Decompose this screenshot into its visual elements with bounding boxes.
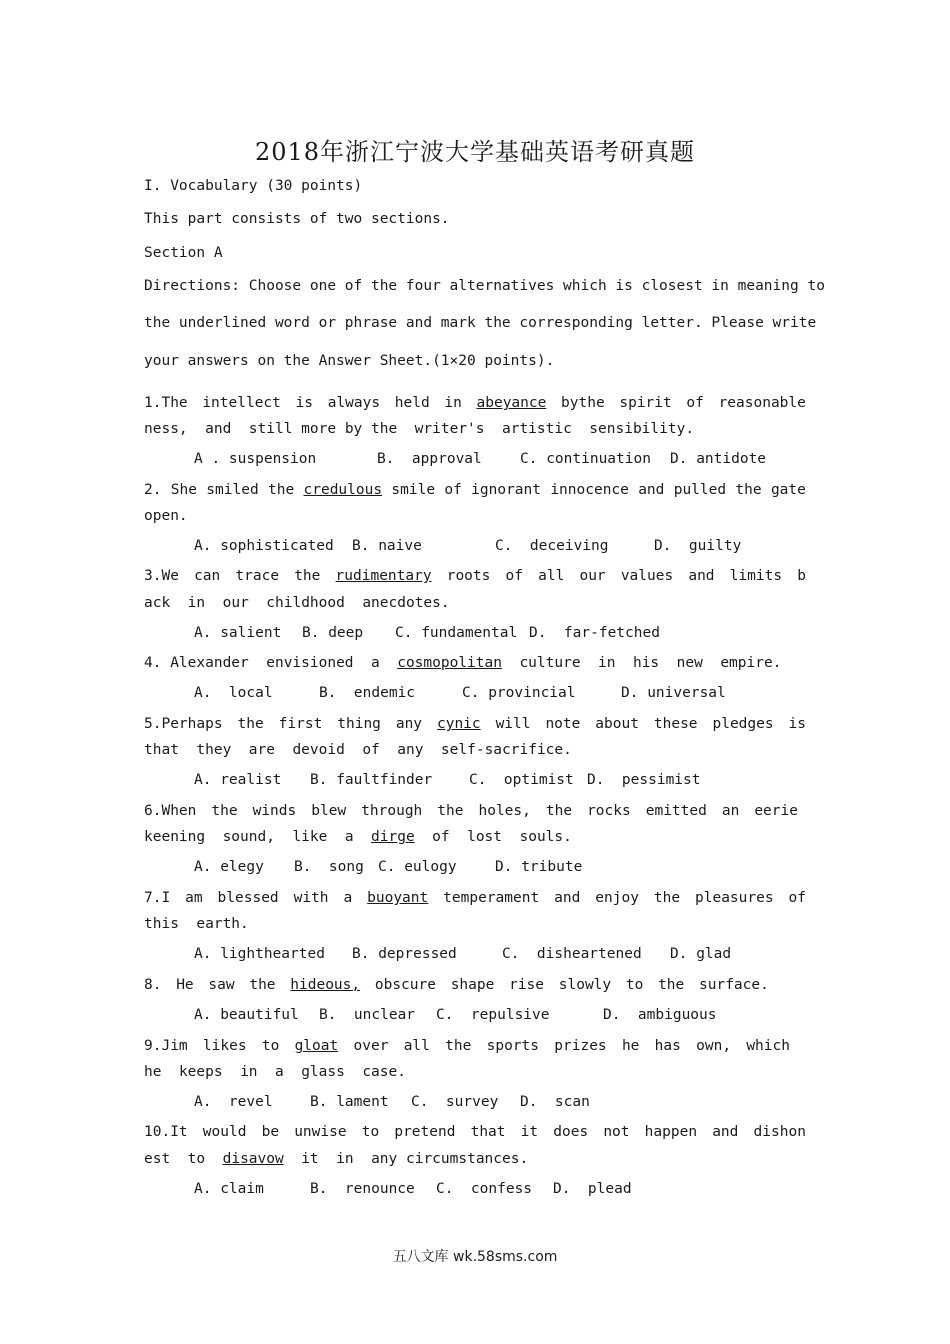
- word: with: [293, 890, 329, 906]
- word: any: [395, 716, 423, 732]
- word: winds: [252, 803, 297, 819]
- question-7-line-1: [144, 890, 806, 906]
- word: 8.: [144, 977, 162, 993]
- word: of: [505, 568, 523, 584]
- word: devoid: [292, 742, 345, 758]
- word: not: [603, 1124, 630, 1140]
- question-2-line-1: [144, 482, 806, 498]
- target-word: cynic: [436, 716, 481, 732]
- word: of: [788, 890, 806, 906]
- word: 1.The: [144, 395, 188, 411]
- option-c: C. fundamental: [395, 625, 518, 641]
- question-1-options: [194, 451, 766, 467]
- word: and: [638, 482, 665, 498]
- word: own,: [696, 1038, 732, 1054]
- word: keeps: [178, 1064, 223, 1080]
- word: all: [403, 1038, 430, 1054]
- question-2-line-2: open.: [144, 508, 188, 524]
- word: slowly: [558, 977, 612, 993]
- word: 5.Perhaps: [144, 716, 223, 732]
- word: the: [653, 890, 681, 906]
- option-d: D. universal: [621, 685, 726, 701]
- question-8-options: [194, 1007, 717, 1023]
- word: 10.It: [144, 1124, 188, 1140]
- word: 9.Jim: [144, 1038, 188, 1054]
- option-d: D. far-fetched: [529, 625, 660, 641]
- word: blew: [311, 803, 347, 819]
- word: childhood: [266, 595, 345, 611]
- word: writer's: [414, 421, 485, 437]
- word: over: [353, 1038, 389, 1054]
- option-b: B. naive: [352, 538, 422, 554]
- word: She: [170, 482, 197, 498]
- word: the: [735, 482, 762, 498]
- word: in: [336, 1151, 354, 1167]
- word: he: [621, 1038, 640, 1054]
- word: he: [144, 1064, 162, 1080]
- word: our: [222, 595, 249, 611]
- option-a: A. local: [194, 685, 273, 701]
- option-b: B. approval: [377, 451, 482, 467]
- word: any circumstances.: [371, 1151, 529, 1167]
- word: these: [653, 716, 698, 732]
- word: the: [445, 1038, 472, 1054]
- word: of: [686, 395, 704, 411]
- target-word: cosmopolitan: [397, 655, 502, 671]
- word: all: [538, 568, 565, 584]
- word: the: [237, 716, 264, 732]
- word: sensibility.: [589, 421, 695, 437]
- word: in: [598, 655, 616, 671]
- word: blessed: [217, 890, 279, 906]
- word: still more by the: [248, 421, 398, 437]
- option-b: B. lament: [310, 1094, 389, 1110]
- word: empire.: [720, 655, 782, 671]
- word: that: [144, 742, 179, 758]
- word: pledges: [712, 716, 774, 732]
- word: temperament: [443, 890, 540, 906]
- word: saw: [208, 977, 235, 993]
- word: pretend: [394, 1124, 456, 1140]
- word: happen: [644, 1124, 698, 1140]
- word: would: [202, 1124, 247, 1140]
- question-4-line-1: [144, 655, 781, 671]
- word: reasonable: [718, 395, 806, 411]
- word: intellect: [202, 395, 281, 411]
- option-d: D. guilty: [654, 538, 742, 554]
- question-6-line-1: [144, 803, 798, 819]
- part-intro: This part consists of two sections.: [144, 211, 450, 227]
- word: obscure: [374, 977, 436, 993]
- word: does: [553, 1124, 589, 1140]
- word: about: [595, 716, 639, 732]
- option-b: B. endemic: [319, 685, 416, 701]
- word: a: [344, 829, 354, 845]
- word: an: [721, 803, 740, 819]
- option-a: A. revel: [194, 1094, 273, 1110]
- option-c: C. confess: [436, 1181, 533, 1197]
- word: which: [746, 1038, 790, 1054]
- word: it: [301, 1151, 319, 1167]
- word: that: [470, 1124, 506, 1140]
- word: likes: [202, 1038, 247, 1054]
- question-2-options: [194, 538, 741, 554]
- word: sports: [486, 1038, 540, 1054]
- word: holes,: [478, 803, 531, 819]
- option-c: C. survey: [411, 1094, 499, 1110]
- word: emitted: [645, 803, 707, 819]
- word: ignorant: [471, 482, 541, 498]
- word: dishon: [753, 1124, 806, 1140]
- question-7-options: [194, 946, 731, 962]
- word: bythe: [561, 395, 605, 411]
- word: the: [545, 803, 573, 819]
- word: a: [275, 1064, 284, 1080]
- word: ness,: [144, 421, 188, 437]
- word: values: [620, 568, 674, 584]
- directions-line: the underlined word or phrase and mark the corresponding letter. Please write: [144, 315, 817, 331]
- target-word: credulous: [303, 482, 383, 498]
- word: glass: [301, 1064, 345, 1080]
- question-7-line-2: [144, 916, 249, 932]
- part-heading: I. Vocabulary (30 points): [144, 178, 363, 194]
- word: shape: [450, 977, 495, 993]
- question-9-line-1: [144, 1038, 790, 1054]
- word: He: [176, 977, 194, 993]
- word: new: [676, 655, 703, 671]
- option-d: D. pessimist: [587, 772, 701, 788]
- option-a: A. claim: [194, 1181, 264, 1197]
- word: they: [196, 742, 232, 758]
- word: through: [361, 803, 423, 819]
- option-b: B. unclear: [319, 1007, 416, 1023]
- word: earth.: [196, 916, 249, 932]
- word: always: [327, 395, 381, 411]
- word: and: [688, 568, 715, 584]
- word: artistic: [501, 421, 572, 437]
- word: and: [554, 890, 581, 906]
- section-label: Section A: [144, 245, 223, 261]
- question-5-line-1: [144, 716, 806, 732]
- question-5-line-2: [144, 742, 572, 758]
- word: culture: [519, 655, 581, 671]
- word: of: [444, 482, 462, 498]
- word: am: [185, 890, 203, 906]
- word: rise: [509, 977, 545, 993]
- word: b: [797, 568, 806, 584]
- word: the: [437, 803, 464, 819]
- option-c: C. optimist: [469, 772, 574, 788]
- target-word: abeyance: [476, 395, 547, 411]
- word: in: [444, 395, 462, 411]
- word: sound,: [222, 829, 275, 845]
- option-a: A. realist: [194, 772, 282, 788]
- word: be: [261, 1124, 280, 1140]
- word: 2.: [144, 482, 162, 498]
- word: and: [712, 1124, 739, 1140]
- question-10-line-2: [144, 1151, 528, 1167]
- word: in: [240, 1064, 258, 1080]
- target-word: dirge: [371, 829, 415, 845]
- word: of: [432, 829, 450, 845]
- word: limits: [729, 568, 783, 584]
- question-4-options: [194, 685, 726, 701]
- option-c: C. continuation: [520, 451, 651, 467]
- word: is: [788, 716, 806, 732]
- option-c: C. disheartened: [502, 946, 642, 962]
- word: rocks: [587, 803, 631, 819]
- word: pulled: [673, 482, 727, 498]
- option-a: A . suspension: [194, 451, 317, 467]
- directions-line: your answers on the Answer Sheet.(1×20 points).: [144, 353, 555, 369]
- target-word: rudimentary: [335, 568, 432, 584]
- word: will: [495, 716, 531, 732]
- word: ack: [144, 595, 171, 611]
- word: lost: [467, 829, 503, 845]
- option-c: C. eulogy: [378, 859, 457, 875]
- option-a: A. salient: [194, 625, 282, 641]
- option-b: B. renounce: [310, 1181, 415, 1197]
- option-a: A. elegy: [194, 859, 264, 875]
- word: surface.: [699, 977, 769, 993]
- exam-title: 2018年浙江宁波大学基础英语考研真题: [254, 138, 696, 166]
- word: like: [292, 829, 328, 845]
- option-d: D. glad: [670, 946, 732, 962]
- word: the: [249, 977, 276, 993]
- word: of: [362, 742, 380, 758]
- word: pleasures: [695, 890, 774, 906]
- directions-line: Directions: Choose one of the four alternatives which is closest in meaning to: [144, 278, 825, 294]
- question-6-line-2: [144, 829, 572, 845]
- word: this: [144, 916, 179, 932]
- word: est: [144, 1151, 171, 1167]
- word: prizes: [554, 1038, 607, 1054]
- question-1-line-1: [144, 395, 806, 411]
- word: innocence: [550, 482, 629, 498]
- word: smile: [391, 482, 436, 498]
- question-3-line-2: [144, 595, 450, 611]
- word: in: [187, 595, 206, 611]
- word: keening: [144, 829, 206, 845]
- word: and: [205, 421, 232, 437]
- word: to: [625, 977, 644, 993]
- word: 6.When: [144, 803, 197, 819]
- word: has: [654, 1038, 681, 1054]
- word: it: [520, 1124, 539, 1140]
- target-word: disavow: [222, 1151, 284, 1167]
- word: to: [361, 1124, 380, 1140]
- word: note: [545, 716, 581, 732]
- option-a: A. sophisticated: [194, 538, 334, 554]
- word: thing: [337, 716, 381, 732]
- word: self-sacrifice.: [440, 742, 572, 758]
- target-word: hideous,: [290, 977, 361, 993]
- word: gate: [770, 482, 806, 498]
- word: the: [268, 482, 295, 498]
- target-word: gloat: [294, 1038, 339, 1054]
- word: envisioned: [266, 655, 354, 671]
- word: 7.I: [144, 890, 171, 906]
- word: the: [294, 568, 321, 584]
- word: can: [194, 568, 221, 584]
- word: a: [343, 890, 353, 906]
- option-c: C. provincial: [462, 685, 576, 701]
- question-6-options: [194, 859, 582, 875]
- question-3-line-1: [144, 568, 806, 584]
- word: first: [278, 716, 323, 732]
- word: roots: [446, 568, 491, 584]
- word: smiled: [206, 482, 259, 498]
- question-3-options: [194, 625, 660, 641]
- option-d: D. tribute: [495, 859, 583, 875]
- option-c: C. deceiving: [495, 538, 609, 554]
- word: spirit: [619, 395, 672, 411]
- word: to: [187, 1151, 206, 1167]
- word: to: [261, 1038, 280, 1054]
- footer-watermark: 五八文库 wk.58sms.com: [392, 1249, 558, 1265]
- question-10-line-1: [144, 1124, 806, 1140]
- word: unwise: [294, 1124, 347, 1140]
- question-9-options: [194, 1094, 590, 1110]
- question-9-line-2: [144, 1064, 406, 1080]
- word: a: [371, 655, 380, 671]
- word: enjoy: [595, 890, 639, 906]
- word: any: [397, 742, 424, 758]
- option-b: B. deep: [302, 625, 364, 641]
- option-c: C. repulsive: [436, 1007, 550, 1023]
- question-5-options: [194, 772, 701, 788]
- option-d: D. scan: [520, 1094, 590, 1110]
- word: are: [248, 742, 275, 758]
- word: the: [211, 803, 238, 819]
- word: is: [295, 395, 314, 411]
- word: anecdotes.: [362, 595, 450, 611]
- word: the: [658, 977, 685, 993]
- option-a: A. lighthearted: [194, 946, 325, 962]
- word: our: [579, 568, 606, 584]
- question-1-line-2: [144, 421, 694, 437]
- word: trace: [235, 568, 280, 584]
- target-word: buoyant: [367, 890, 429, 906]
- option-d: D. ambiguous: [603, 1007, 717, 1023]
- word: eerie: [754, 803, 798, 819]
- option-a: A. beautiful: [194, 1007, 299, 1023]
- option-b: B. song: [294, 859, 364, 875]
- word: case.: [362, 1064, 406, 1080]
- word: his: [632, 655, 660, 671]
- option-b: B. depressed: [352, 946, 457, 962]
- question-10-options: [194, 1181, 632, 1197]
- option-d: D. antidote: [670, 451, 767, 467]
- option-b: B. faultfinder: [310, 772, 433, 788]
- word: 4. Alexander: [144, 655, 249, 671]
- word: held: [394, 395, 430, 411]
- question-8-line-1: [144, 977, 769, 993]
- word: souls.: [519, 829, 572, 845]
- option-d: D. plead: [553, 1181, 632, 1197]
- word: 3.We: [144, 568, 179, 584]
